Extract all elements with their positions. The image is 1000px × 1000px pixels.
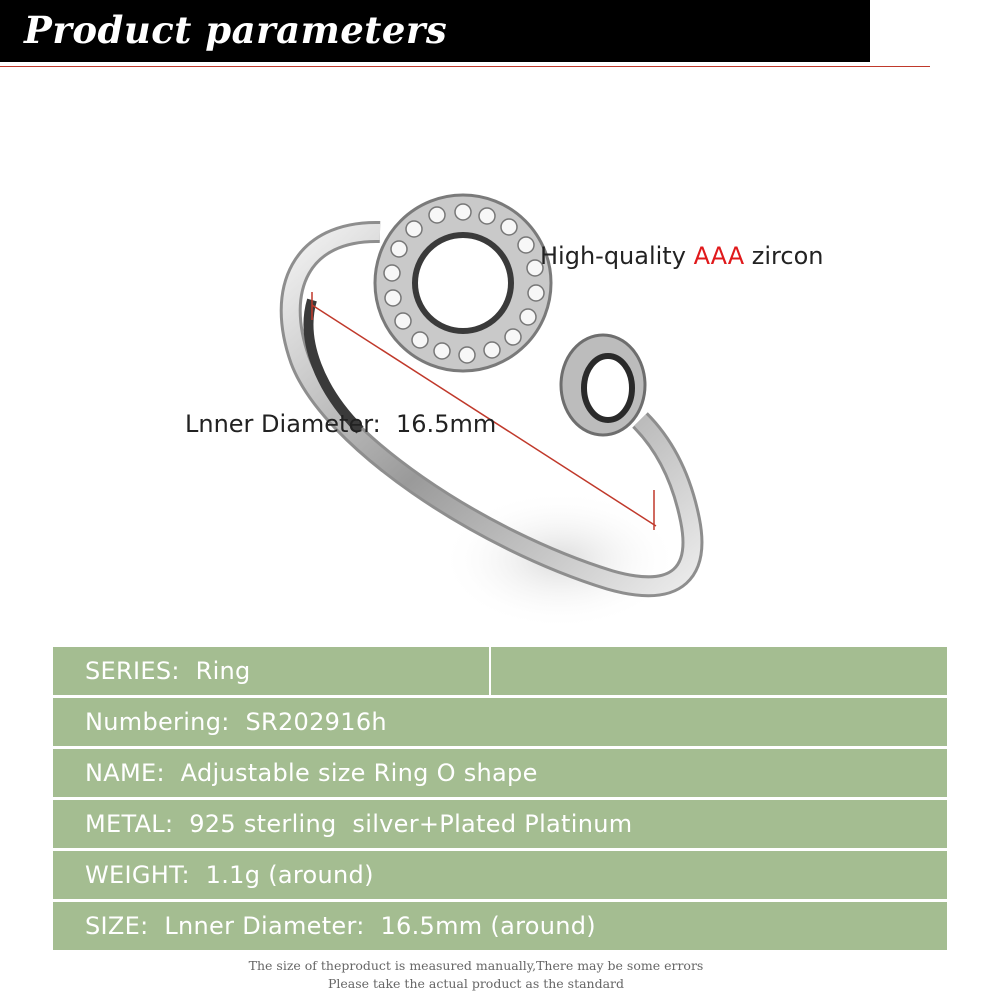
spec-numbering: Numbering: SR202916h: [85, 708, 387, 736]
spec-size: SIZE: Lnner Diameter: 16.5mm (around): [85, 912, 596, 940]
spec-metal: METAL: 925 sterling silver+Plated Platinum: [85, 810, 633, 838]
diameter-callout: Lnner Diameter: 16.5mm: [185, 410, 497, 438]
spec-weight: WEIGHT: 1.1g (around): [85, 861, 374, 889]
spec-row-weight: [53, 851, 947, 899]
footnote-line-2: Please take the actual product as the standard: [327, 976, 625, 991]
zircon-grade: AAA: [693, 242, 745, 270]
spec-row-numbering: [53, 698, 947, 746]
spec-table: [53, 647, 947, 953]
header-banner: [0, 0, 870, 62]
spec-row-name: [53, 749, 947, 797]
spec-row-size: [53, 902, 947, 950]
zircon-callout-prefix: High-quality: [540, 242, 694, 270]
spec-row-series: [53, 647, 947, 695]
spec-row-metal: [53, 800, 947, 848]
spec-name: NAME: Adjustable size Ring O shape: [85, 759, 538, 787]
zircon-callout-suffix: zircon: [744, 242, 824, 270]
footnote-line-1: The size of theproduct is measured manually,There may be some errors: [248, 958, 704, 973]
zircon-callout: [540, 242, 823, 270]
spec-series: SERIES: Ring: [85, 657, 251, 685]
ring-product-image: [0, 70, 1000, 650]
header-underline: [0, 66, 930, 67]
spec-row-divider: [489, 647, 491, 695]
page-title: Product parameters: [24, 8, 448, 52]
